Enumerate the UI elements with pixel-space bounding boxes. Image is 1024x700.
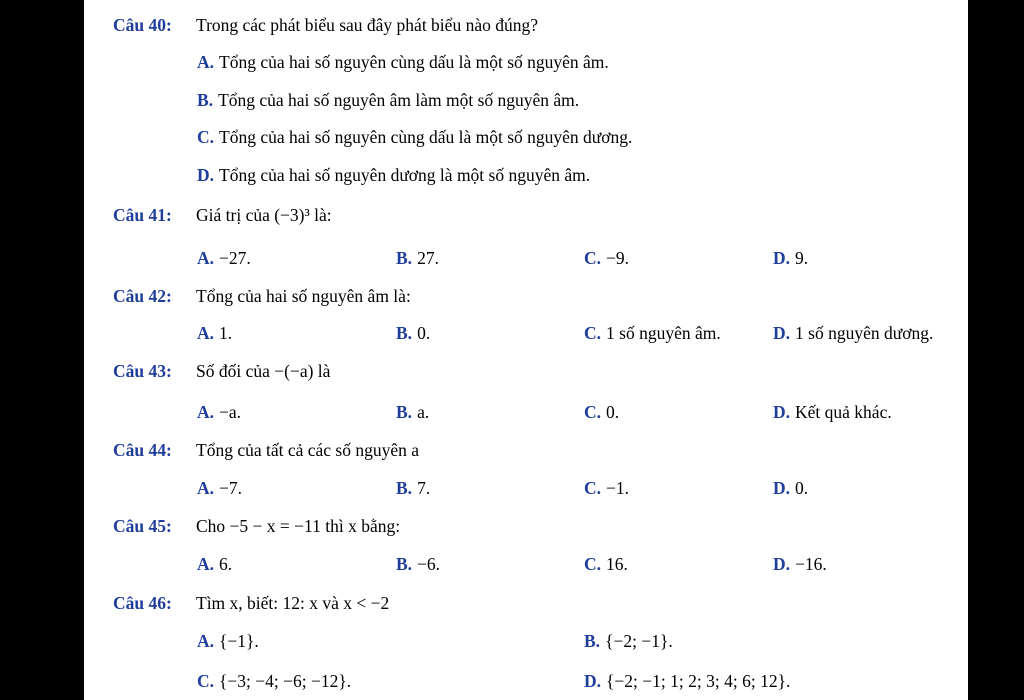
document-page <box>84 0 968 700</box>
option-label: B. <box>396 478 413 498</box>
option-label: D. <box>197 165 215 185</box>
option-41-b <box>396 248 439 269</box>
option-41-d <box>773 248 808 269</box>
question-text: Tổng của tất cả các số nguyên a <box>196 440 420 460</box>
option-text: 7. <box>417 478 431 498</box>
option-label: C. <box>584 554 602 574</box>
option-45-d <box>773 554 827 575</box>
question-40 <box>113 15 538 36</box>
option-text: −6. <box>417 554 441 574</box>
option-45-c <box>584 554 628 575</box>
option-text: Tổng của hai số nguyên cùng dấu là một số nguyên âm. <box>219 52 609 72</box>
option-label: C. <box>584 323 602 343</box>
question-text: Tổng của hai số nguyên âm là: <box>196 286 411 306</box>
option-41-c <box>584 248 629 269</box>
option-text: {−3; −4; −6; −12}. <box>219 671 352 691</box>
option-42-a <box>197 323 232 344</box>
option-text: {−2; −1; 1; 2; 3; 4; 6; 12}. <box>606 671 791 691</box>
option-label: D. <box>773 248 791 268</box>
option-44-c <box>584 478 629 499</box>
option-45-a <box>197 554 232 575</box>
option-label: D. <box>773 323 791 343</box>
option-text: 0. <box>417 323 431 343</box>
option-44-d <box>773 478 808 499</box>
option-text: 1. <box>219 323 233 343</box>
option-text: 6. <box>219 554 233 574</box>
option-42-b <box>396 323 430 344</box>
option-text: 16. <box>606 554 628 574</box>
option-text: 27. <box>417 248 439 268</box>
option-text: {−1}. <box>219 631 259 651</box>
option-text: {−2; −1}. <box>605 631 673 651</box>
option-label: C. <box>584 478 602 498</box>
option-text: −9. <box>606 248 630 268</box>
option-label: D. <box>773 402 791 422</box>
option-label: D. <box>773 478 791 498</box>
option-text: Tổng của hai số nguyên dương là một số nguyên âm. <box>219 165 591 185</box>
option-label: D. <box>773 554 791 574</box>
question-number: Câu 42: <box>113 286 172 306</box>
option-text: 0. <box>606 402 620 422</box>
option-label: A. <box>197 478 215 498</box>
question-text: Giá trị của (−3)³ là: <box>196 205 332 225</box>
option-44-b <box>396 478 430 499</box>
option-text: −a. <box>219 402 242 422</box>
option-40-b <box>197 90 579 111</box>
question-number: Câu 45: <box>113 516 172 536</box>
option-43-c <box>584 402 619 423</box>
option-label: C. <box>197 127 215 147</box>
option-40-c <box>197 127 632 148</box>
option-42-c <box>584 323 721 344</box>
option-label: C. <box>584 248 602 268</box>
option-label: B. <box>197 90 214 110</box>
option-text: Kết quả khác. <box>795 402 892 422</box>
option-45-b <box>396 554 440 575</box>
question-text: Tìm x, biết: 12: x và x < −2 <box>196 593 390 613</box>
option-46-a <box>197 631 259 652</box>
option-label: B. <box>396 323 413 343</box>
option-label: A. <box>197 248 215 268</box>
option-label: A. <box>197 402 215 422</box>
option-text: 9. <box>795 248 809 268</box>
option-44-a <box>197 478 242 499</box>
question-number: Câu 43: <box>113 361 172 381</box>
option-text: 1 số nguyên dương. <box>795 323 934 343</box>
option-43-a <box>197 402 241 423</box>
option-label: B. <box>396 248 413 268</box>
option-label: D. <box>584 671 602 691</box>
option-46-b <box>584 631 673 652</box>
option-label: B. <box>584 631 601 651</box>
option-label: B. <box>396 554 413 574</box>
question-number: Câu 40: <box>113 15 172 35</box>
question-46 <box>113 593 389 614</box>
option-label: C. <box>584 402 602 422</box>
option-label: B. <box>396 402 413 422</box>
option-text: −16. <box>795 554 827 574</box>
option-43-d <box>773 402 892 423</box>
option-text: Tổng của hai số nguyên âm làm một số nguyên âm. <box>218 90 580 110</box>
option-41-a <box>197 248 251 269</box>
option-43-b <box>396 402 429 423</box>
option-40-d <box>197 165 590 186</box>
option-text: 1 số nguyên âm. <box>606 323 721 343</box>
option-46-c <box>197 671 351 692</box>
option-text: −1. <box>606 478 630 498</box>
option-text: 0. <box>795 478 809 498</box>
question-number: Câu 41: <box>113 205 172 225</box>
option-text: a. <box>417 402 430 422</box>
option-42-d <box>773 323 933 344</box>
question-41 <box>113 205 332 226</box>
question-45 <box>113 516 400 537</box>
question-44 <box>113 440 419 461</box>
option-46-d <box>584 671 790 692</box>
question-text: Cho −5 − x = −11 thì x bằng: <box>196 516 401 536</box>
option-label: A. <box>197 554 215 574</box>
question-number: Câu 46: <box>113 593 172 613</box>
option-label: A. <box>197 631 215 651</box>
option-label: C. <box>197 671 215 691</box>
question-42 <box>113 286 411 307</box>
option-label: A. <box>197 52 215 72</box>
option-text: −27. <box>219 248 251 268</box>
question-43 <box>113 361 330 382</box>
question-text: Trong các phát biểu sau đây phát biểu nào đúng? <box>196 15 538 35</box>
option-40-a <box>197 52 609 73</box>
option-text: Tổng của hai số nguyên cùng dấu là một số nguyên dương. <box>219 127 633 147</box>
option-text: −7. <box>219 478 243 498</box>
question-text: Số đối của −(−a) là <box>196 361 331 381</box>
question-number: Câu 44: <box>113 440 172 460</box>
option-label: A. <box>197 323 215 343</box>
